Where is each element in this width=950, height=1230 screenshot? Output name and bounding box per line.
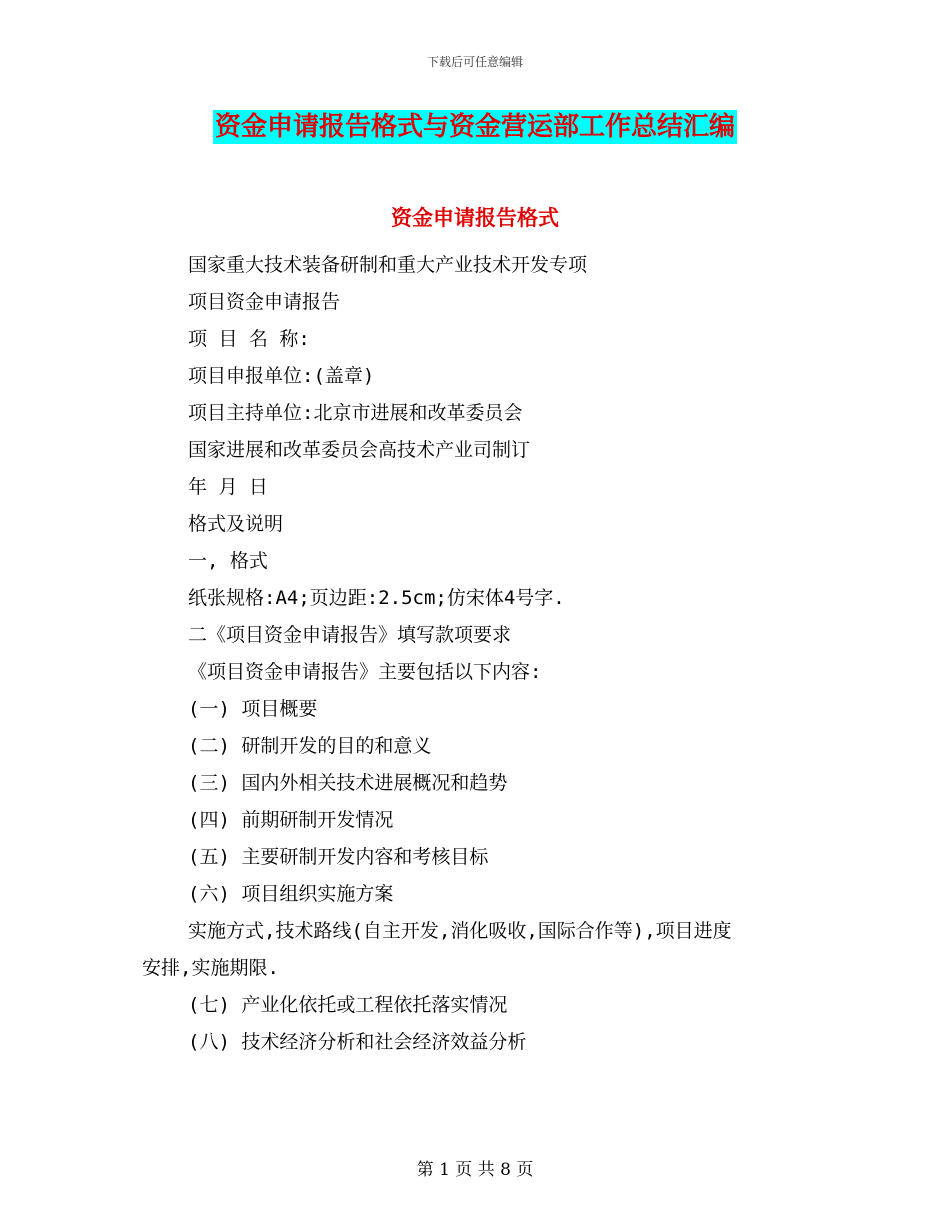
body-line: 格式及说明 [188, 513, 284, 535]
main-title-container [0, 110, 950, 144]
body-line: 《项目资金申请报告》主要包括以下内容: [188, 661, 542, 683]
body-line: 实施方式,技术路线(自主开发,消化吸收,国际合作等),项目进度 [188, 920, 732, 942]
body-line: 年 月 日 [188, 476, 268, 498]
body-line: 项目资金申请报告 [188, 291, 341, 313]
body-line: (三) 国内外相关技术进展概况和趋势 [188, 772, 508, 794]
body-line: (七) 产业化依托或工程依托落实情况 [188, 994, 508, 1016]
body-line: 项目主持单位:北京市进展和改革委员会 [188, 402, 523, 424]
body-line-continuation: 安排,实施期限. [142, 957, 279, 979]
body-line: (六) 项目组织实施方案 [188, 883, 394, 905]
section-title: 资金申请报告格式 [391, 205, 559, 230]
body-line: 项 目 名 称: [188, 328, 310, 350]
body-line: 国家重大技术装备研制和重大产业技术开发专项 [188, 254, 588, 276]
body-line: 国家进展和改革委员会高技术产业司制订 [188, 439, 531, 461]
body-line: 一, 格式 [188, 550, 268, 572]
body-line: (五) 主要研制开发内容和考核目标 [188, 846, 489, 868]
body-line: 项目申报单位:(盖章) [188, 365, 375, 387]
body-line: (一) 项目概要 [188, 698, 318, 720]
body-line: (二) 研制开发的目的和意义 [188, 735, 432, 757]
body-line: (四) 前期研制开发情况 [188, 809, 394, 831]
body-line: 纸张规格:A4;页边距:2.5cm;仿宋体4号字. [188, 587, 565, 609]
document-body [142, 247, 812, 1061]
page-number-footer: 第 1 页 共 8 页 [416, 1160, 534, 1180]
main-title: 资金申请报告格式与资金营运部工作总结汇编 [214, 112, 735, 142]
body-line: (八) 技术经济分析和社会经济效益分析 [188, 1031, 527, 1053]
header-note: 下载后可任意编辑 [426, 55, 523, 69]
body-line: 二《项目资金申请报告》填写款项要求 [188, 624, 512, 646]
